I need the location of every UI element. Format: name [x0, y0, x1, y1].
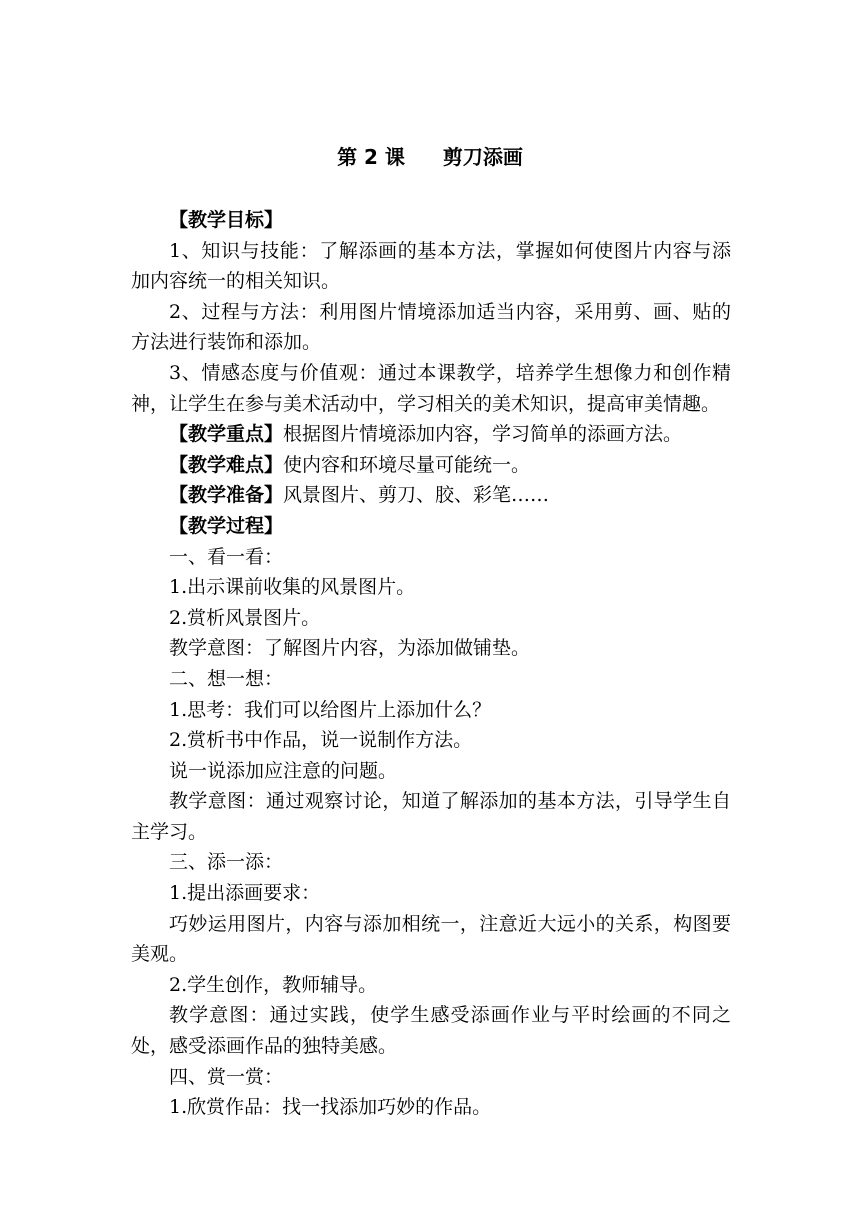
objective-3: 3、情感态度与价值观：通过本课教学，培养学生想像力和创作精神，让学生在参与美术活动中，学习相关的美术知识，提高审美情趣。 [131, 361, 731, 415]
preparation-label: 【教学准备】 [169, 484, 284, 507]
preparation [131, 480, 731, 511]
preparation-text: 风景图片、剪刀、胶、彩笔…… [283, 484, 550, 507]
process-line: 2.赏析书中作品，说一说制作方法。 [169, 729, 473, 752]
process-line: 三、添一添： [169, 851, 284, 874]
process-line: 一、看一看： [169, 545, 284, 568]
process-line: 1.欣赏作品：找一找添加巧妙的作品。 [169, 1096, 492, 1119]
process-line: 1.提出添画要求： [169, 882, 321, 905]
process-line: 说一说添加应注意的问题。 [169, 759, 398, 782]
process-line: 2.学生创作，教师辅导。 [169, 973, 378, 996]
lesson-name: 剪刀添画 [442, 145, 523, 169]
key-point-text: 根据图片情境添加内容，学习简单的添画方法。 [283, 423, 683, 446]
difficulty-label: 【教学难点】 [169, 453, 284, 476]
objectives-heading: 【教学目标】 [169, 209, 284, 231]
objective-1: 1、知识与技能：了解添画的基本方法，掌握如何使图片内容与添加内容统一的相关知识。 [131, 239, 731, 293]
process-line: 四、赏一赏： [169, 1065, 284, 1088]
process-line: 1.出示课前收集的风景图片。 [169, 576, 416, 599]
difficulty-text: 使内容和环境尽量可能统一。 [283, 453, 531, 476]
process-line: 教学意图：通过观察讨论，知道了解添加的基本方法，引导学生自主学习。 [131, 790, 731, 843]
process-line: 巧妙运用图片，内容与添加相统一，注意近大远小的关系，构图要美观。 [131, 912, 731, 966]
process-line: 二、想一想： [169, 667, 284, 690]
process-line: 1.思考：我们可以给图片上添加什么？ [169, 698, 492, 721]
process-heading: 【教学过程】 [169, 514, 284, 537]
lesson-number: 第 2 课 [337, 145, 405, 169]
process-line: 2.赏析风景图片。 [169, 606, 321, 629]
objective-2: 2、过程与方法：利用图片情境添加适当内容，采用剪、画、贴的方法进行装饰和添加。 [131, 300, 731, 354]
process-line: 教学意图：通过实践，使学生感受添画作业与平时绘画的不同之处，感受添画作品的独特美感。 [131, 1004, 731, 1058]
key-point-label: 【教学重点】 [169, 423, 284, 446]
difficulty [131, 450, 731, 481]
lesson-title [0, 143, 860, 171]
process-line: 教学意图：了解图片内容，为添加做铺垫。 [169, 637, 531, 660]
lesson-body [131, 205, 731, 1123]
key-point [131, 419, 731, 450]
